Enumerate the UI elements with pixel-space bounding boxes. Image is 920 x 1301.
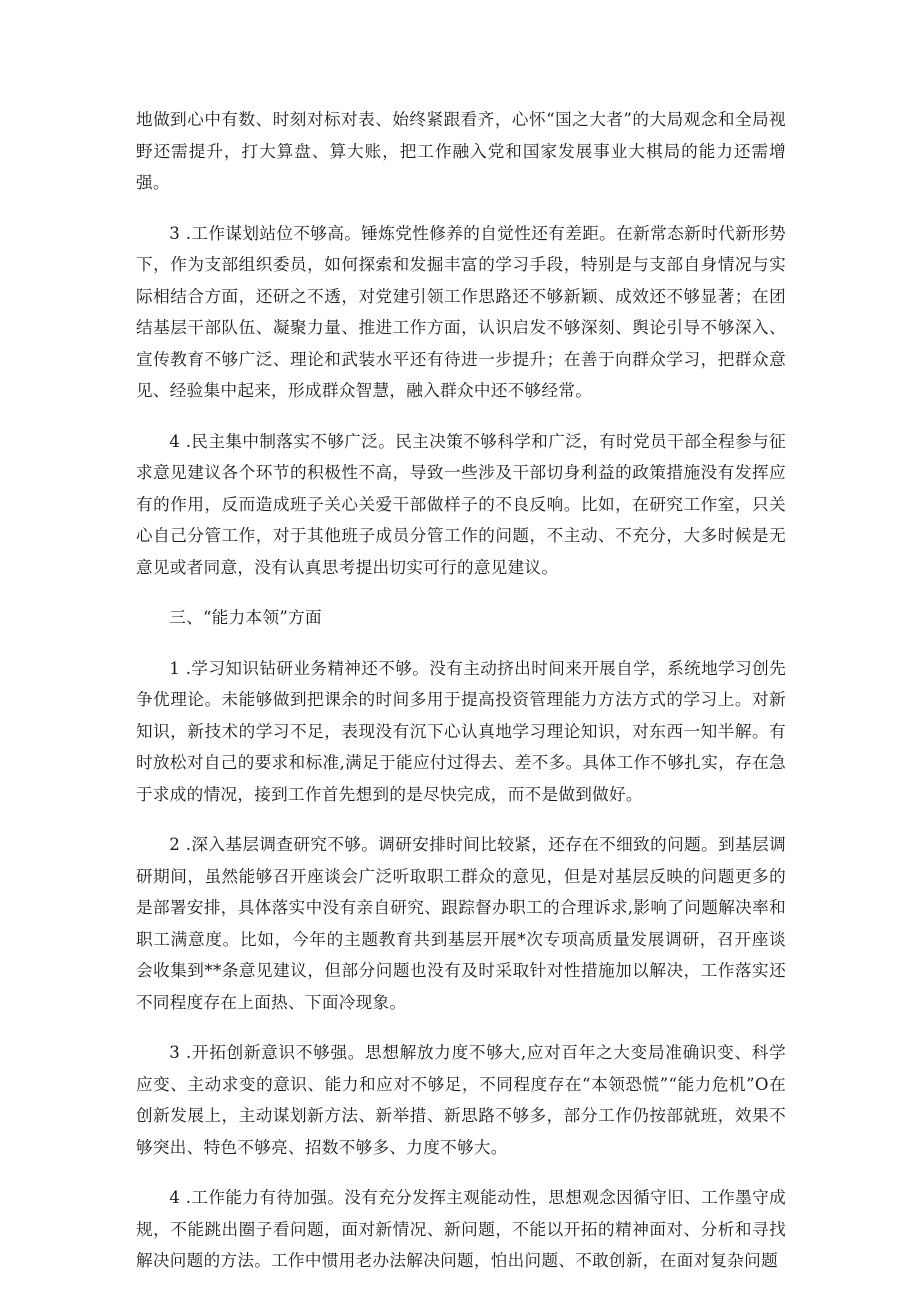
section-heading-ability: 三、“能力本领”方面	[169, 608, 322, 627]
paragraph-item-2-grassroots-research: 2 .深入基层调查研究不够。调研安排时间比较紧，还存在不细致的问题。到基层调研期间，虽然能够召开座谈会广泛听取职工群众的意见，但是对基层反映的问题更多的是部署安排，具体落实中没有亲自研究、跟踪督办职工的合理诉求,影响了问题解决率和职工满意度。比如，今年的主题教育共到基层开展*次专项高质量发展调研，召开座谈会收集到**条意见建议，但部分问题也没有及时采取针对性措施加以解决，工作落实还不同程度存在上面热、下面冷现象。	[136, 835, 786, 1012]
paragraph-item-4-work-ability: 4 .工作能力有待加强。没有充分发挥主观能动性，思想观念因循守旧、工作墨守成规，不能跳出圈子看问题，面对新情况、新问题，不能以开拓的精神面对、分析和寻找解决问题的方法。工作中惯用老办法解决问题，怕出问题、不敢创新，在面对复杂问题	[136, 1188, 786, 1270]
document-body	[136, 104, 786, 1296]
paragraph-item-4-democratic-centralism: 4 .民主集中制落实不够广泛。民主决策不够科学和广泛，有时党员干部全程参与征求意见建议各个环节的积极性不高，导致一些涉及干部切身利益的政策措施没有发挥应有的作用，反而造成班子关心关爱干部做样子的不良反响。比如，在研究工作室，只关心自己分管工作，对于其他班子成员分管工作的问题，不主动、不充分，大多时候是无意见或者同意，没有认真思考提出切实可行的意见建议。	[136, 431, 786, 577]
paragraph-item-3-innovation: 3 .开拓创新意识不够强。思想解放力度不够大,应对百年之大变局准确识变、科学应变、主动求变的意识、能力和应对不够足，不同程度存在“本领恐慌”“能力危机”O在创新发展上，主动谋划新方法、新举措、新思路不够多，部分工作仍按部就班，效果不够突出、特色不够亮、招数不够多、力度不够大。	[136, 1043, 786, 1157]
paragraph-item-3-work-planning: 3 .工作谋划站位不够高。锤炼党性修养的自觉性还有差距。在新常态新时代新形势下，作为支部组织委员，如何探索和发掘丰富的学习手段，特别是与支部自身情况与实际相结合方面，还研之不透，对党建引领工作思路还不够新颖、成效还不够显著；在团结基层干部队伍、凝聚力量、推进工作方面，认识启发不够深刻、舆论引导不够深入、宣传教育不够广泛、理论和武装水平还有待进一步提升；在善于向群众学习，把群众意见、经验集中起来，形成群众智慧，融入群众中还不够经常。	[136, 223, 786, 400]
paragraph-item-1-learning: 1 .学习知识钻研业务精神还不够。没有主动挤出时间来开展自学，系统地学习创先争优理论。未能够做到把课余的时间多用于提高投资管理能力方法方式的学习上。对新知识，新技术的学习不足，表现没有沉下心认真地学习理论知识，对东西一知半解。有时放松对自己的要求和标准,满足于能应付过得去、差不多。具体工作不够扎实，存在急于求成的情况，接到工作首先想到的是尽快完成，而不是做到做好。	[136, 658, 786, 804]
paragraph-continuation: 地做到心中有数、时刻对标对表、始终紧跟看齐，心怀“国之大者”的大局观念和全局视野还需提升，打大算盘、算大账，把工作融入党和国家发展事业大棋局的能力还需增强。	[136, 110, 786, 192]
